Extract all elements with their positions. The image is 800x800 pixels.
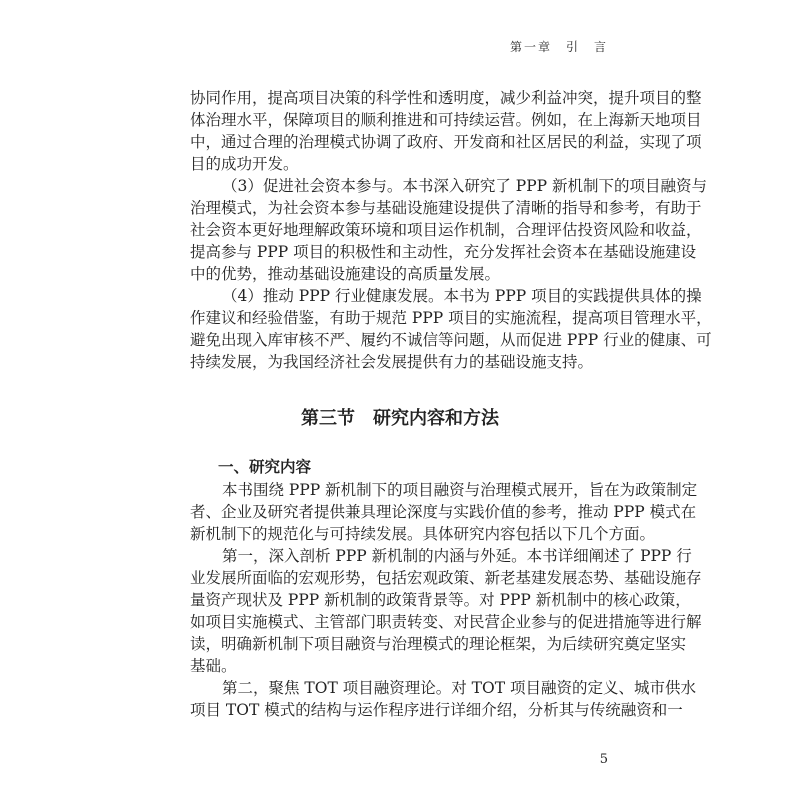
text-line: 中的优势，推动基础设施建设的高质量发展。 — [190, 265, 501, 283]
text-line: 中，通过合理的治理模式协调了政府、开发商和社区居民的利益，实现了项 — [190, 133, 702, 151]
text-line: 业发展所面临的宏观形势，包括宏观政策、新老基建发展态势、基础设施存 — [190, 569, 702, 587]
text-line: 持续发展，为我国经济社会发展提供有力的基础设施支持。 — [190, 353, 594, 371]
text-line: 体治理水平，保障项目的顺利推进和可持续运营。例如，在上海新天地项目 — [190, 111, 702, 129]
text-line: 提高参与 PPP 项目的积极性和主动性，充分发挥社会资本在基础设施建设 — [190, 243, 697, 261]
text-line: （3）促进社会资本参与。本书深入研究了 PPP 新机制下的项目融资与 — [222, 177, 708, 195]
text-line: 本书围绕 PPP 新机制下的项目融资与治理模式展开，旨在为政策制定 — [222, 481, 698, 499]
section-title: 第三节 研究内容和方法 — [301, 408, 499, 429]
page-number: 5 — [599, 752, 608, 767]
text-line: 作建议和经验借鉴，有助于规范 PPP 项目的实施流程，提高项目管理水平， — [190, 309, 712, 327]
text-line: 避免出现入库审核不严、履约不诚信等问题，从而促进 PPP 行业的健康、可 — [190, 331, 712, 349]
text-line: 如项目实施模式、主管部门职责转变、对民营企业参与的促进措施等进行解 — [190, 613, 702, 631]
text-line: 项目 TOT 模式的结构与运作程序进行详细介绍，分析其与传统融资和一 — [190, 701, 683, 719]
text-line: （4）推动 PPP 行业健康发展。本书为 PPP 项目的实践提供具体的操 — [222, 287, 702, 305]
text-line: 目的成功开发。 — [190, 155, 299, 173]
text-line: 新机制下的规范化与可持续发展。具体研究内容包括以下几个方面。 — [190, 525, 656, 543]
text-line: 协同作用，提高项目决策的科学性和透明度，减少利益冲突，提升项目的整 — [190, 89, 702, 107]
text-line: 第二，聚焦 TOT 项目融资理论。对 TOT 项目融资的定义、城市供水 — [222, 679, 696, 697]
running-head: 第一章 引 言 — [509, 40, 608, 54]
text-line: 量资产现状及 PPP 新机制的政策背景等。对 PPP 新机制中的核心政策， — [190, 591, 691, 609]
text-line: 治理模式，为社会资本参与基础设施建设提供了清晰的指导和参考，有助于 — [190, 199, 702, 217]
text-line: 读，明确新机制下项目融资与治理模式的理论框架，为后续研究奠定坚实 — [190, 635, 687, 653]
text-line: 者、企业及研究者提供兼具理论深度与实践价值的参考，推动 PPP 模式在 — [190, 503, 697, 521]
text-line: 社会资本更好地理解政策环境和项目运作机制，合理评估投资风险和收益， — [190, 221, 702, 239]
subsection-title: 一、研究内容 — [218, 458, 312, 476]
text-line: 基础。 — [190, 657, 237, 675]
text-line: 第一，深入剖析 PPP 新机制的内涵与外延。本书详细阐述了 PPP 行 — [222, 547, 692, 565]
